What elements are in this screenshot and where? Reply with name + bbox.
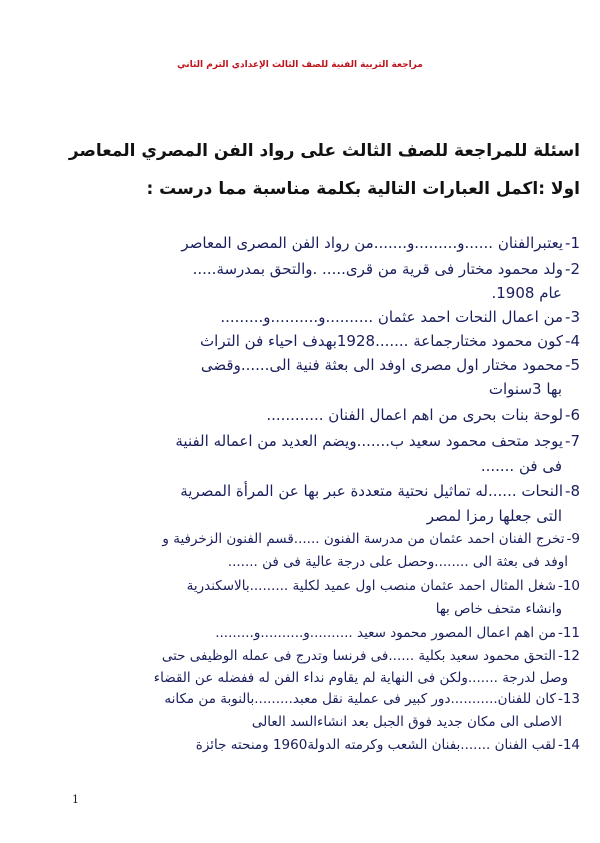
question-8: 8-النحات ......له تماثيل نحتية متعددة عبر بها عن المرأة المصرية — [180, 482, 580, 500]
page-number: 1 — [72, 793, 79, 806]
question-5: 5-محمود مختار اول مصرى اوفد الى بعثة فنية الى......وقضى — [200, 356, 580, 374]
question-12-line-2: وصل لدرجة .......ولكن فى النهاية لم يقاوم نداء الفن له ففضله عن القضاء — [153, 670, 568, 686]
section-subtitle: اسئلة للمراجعة للصف الثالث على رواد الفن المصري المعاصر — [68, 141, 580, 161]
question-10: 10-شغل المثال احمد عثمان منصب اول عميد لكلية .........بالاسكندرية — [186, 578, 580, 594]
question-2-line-2: عام 1908. — [491, 284, 562, 302]
question-10-line-2: وانشاء متحف خاص بها — [435, 601, 562, 617]
question-3: 3-من اعمال النحات احمد عثمان ..........و..........و......... — [220, 308, 580, 326]
question-2: 2-ولد محمود مختار فى قرية من قرى..... .والتحق بمدرسة..... — [192, 260, 580, 278]
instruction-text: اولا :اكمل العبارات التالية بكلمة مناسبة مما درست : — [146, 179, 580, 199]
question-8-line-2: التى جعلها رمزا لمصر — [426, 507, 562, 525]
question-7-line-2: فى فن ....... — [480, 457, 562, 475]
question-14: 14-لقب الفنان .......بفنان الشعب وكرمته الدولة1960 ومنحته جائزة — [195, 737, 580, 753]
question-11: 11-من اهم اعمال المصور محمود سعيد ..........و..........و......... — [215, 625, 580, 641]
question-12: 12-التحق محمود سعيد بكلية ......فى فرنسا وتدرج فى عمله الوظيفى حتى — [161, 648, 580, 664]
question-9-line-2: اوفد فى بعثة الى ........وحصل على درجة عالية فى فن ....... — [227, 554, 568, 570]
question-7: 7-يوجد متحف محمود سعيد ب.......ويضم العديد من اعماله الفنية — [175, 432, 580, 450]
question-4: 4-كون محمود مختارجماعة .......1928بهدف احياء فن التراث — [200, 332, 580, 350]
question-6: 6-لوحة بنات بحرى من اهم اعمال الفنان ............ — [266, 406, 580, 424]
question-9: 9-تخرج الفنان احمد عثمان من مدرسة الفنون ......قسم الفنون الزخرفية و — [162, 531, 580, 547]
question-1: 1-يعتبرالفنان ......و.........و.......من رواد الفن المصرى المعاصر — [181, 234, 580, 252]
question-5-line-2: بها 3سنوات — [488, 380, 562, 398]
question-13-line-2: الاصلى الى مكان جديد فوق الجبل بعد انشاءالسد العالى — [251, 714, 562, 730]
page-title: مراجعة التربية الفنية للصف الثالث الإعدادي الترم الثاني — [177, 60, 423, 70]
question-13: 13-كان للفنان...........دور كبير فى عملية نقل معبد.........بالنوبة من مكانه — [164, 691, 580, 707]
